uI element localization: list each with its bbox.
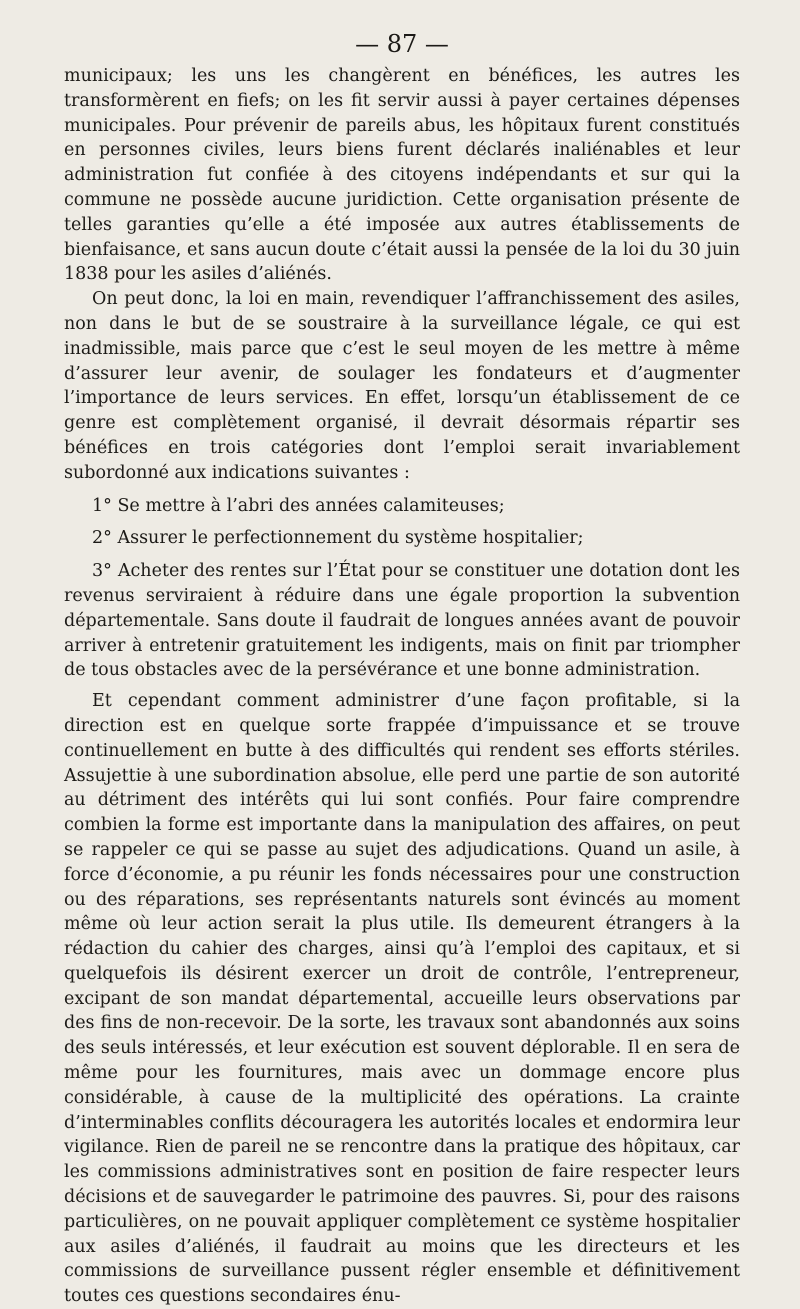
book-page — [64, 30, 740, 1309]
paragraph-1: municipaux; les uns les changèrent en bénéfices, les autres les transformèrent en fiefs; on les fit servir aussi à payer certaines dépenses municipales. Pour prévenir de pareils abus, les hôpitaux furent constitués en personnes civiles, leurs biens furent déclarés inaliénables et leur administration fut confiée à des citoyens indépendants et sur qui la commune ne possède aucune juridiction. Cette organisation présente de telles garanties qu’elle a été imposée aux autres établissements de bienfaisance, et sans aucun doute c’était aussi la pensée de la loi du 30 juin 1838 pour les asiles d’aliénés. — [64, 66, 740, 285]
page-number: — 87 — — [355, 30, 449, 58]
paragraph-3: Et cependant comment administrer d’une façon profitable, si la direction est en quelque sorte frappée d’impuissance et se trouve continuellement en butte à des difficultés qui rendent ses efforts stériles. Assujettie à une subordination absolue, elle perd une partie de son autorité au détriment des intérêts qui lui sont confiés. Pour faire comprendre combien la forme est importante dans la manipulation des affaires, on peut se rappeler ce qui se passe au sujet des adjudications. Quand un asile, à force d’économie, a pu réunir les fonds nécessaires pour une construction ou des réparations, ses représentants naturels sont évincés au moment même où leur action serait la plus utile. Ils demeurent étrangers à la rédaction du cahier des charges, ainsi qu’à l’emploi des capitaux, et si quelquefois ils désirent exercer un droit de contrôle, l’entrepreneur, excipant de son mandat départemental, accueille leurs observations par des fins de non-recevoir. De la sorte, les travaux sont abandonnés aux soins des seuls intéressés, et leur exécution est souvent déplorable. Il en sera de même pour les fournitures, mais avec un dommage encore plus considérable, à cause de la multiplicité des opérations. La crainte d’interminables conflits découragera les autorités locales et endormira leur vigilance. Rien de pareil ne se rencontre dans la pratique des hôpitaux, car les commissions administratives sont en position de faire respecter leurs décisions et de sauvegarder le patrimoine des pauvres. Si, pour des raisons particulières, on ne pouvait appliquer complètement ce système hospitalier aux asiles d’aliénés, il faudrait au moins que les directeurs et les commissions de surveillance pussent régler ensemble et définitivement toutes ces questions secondaires énu- — [64, 691, 740, 1307]
list-item-2: 2° Assurer le perfectionnement du système hospitalier; — [92, 528, 584, 549]
list-item-3: 3° Acheter des rentes sur l’État pour se constituer une dotation dont les revenus serviraient à réduire dans une égale proportion la subvention départementale. Sans doute il faudrait de longues années avant de pouvoir arriver à entretenir gratuitement les indigents, mais on finit par triompher de tous obstacles avec de la persévérance et une bonne administration. — [64, 561, 740, 681]
paragraph-2: On peut donc, la loi en main, revendiquer l’affranchissement des asiles, non dans le but de se soustraire à la surveillance légale, ce qui est inadmissible, mais parce que c’est le seul moyen de les mettre à même d’assurer leur avenir, de soulager les fondateurs et d’augmenter l’importance de leurs services. En effet, lorsqu’un établissement de ce genre est complètement organisé, il devrait désormais répartir ses bénéfices en trois catégories dont l’emploi serait invariablement subordonné aux indications suivantes : — [64, 289, 740, 483]
list-item-1: 1° Se mettre à l’abri des années calamiteuses; — [92, 495, 505, 516]
